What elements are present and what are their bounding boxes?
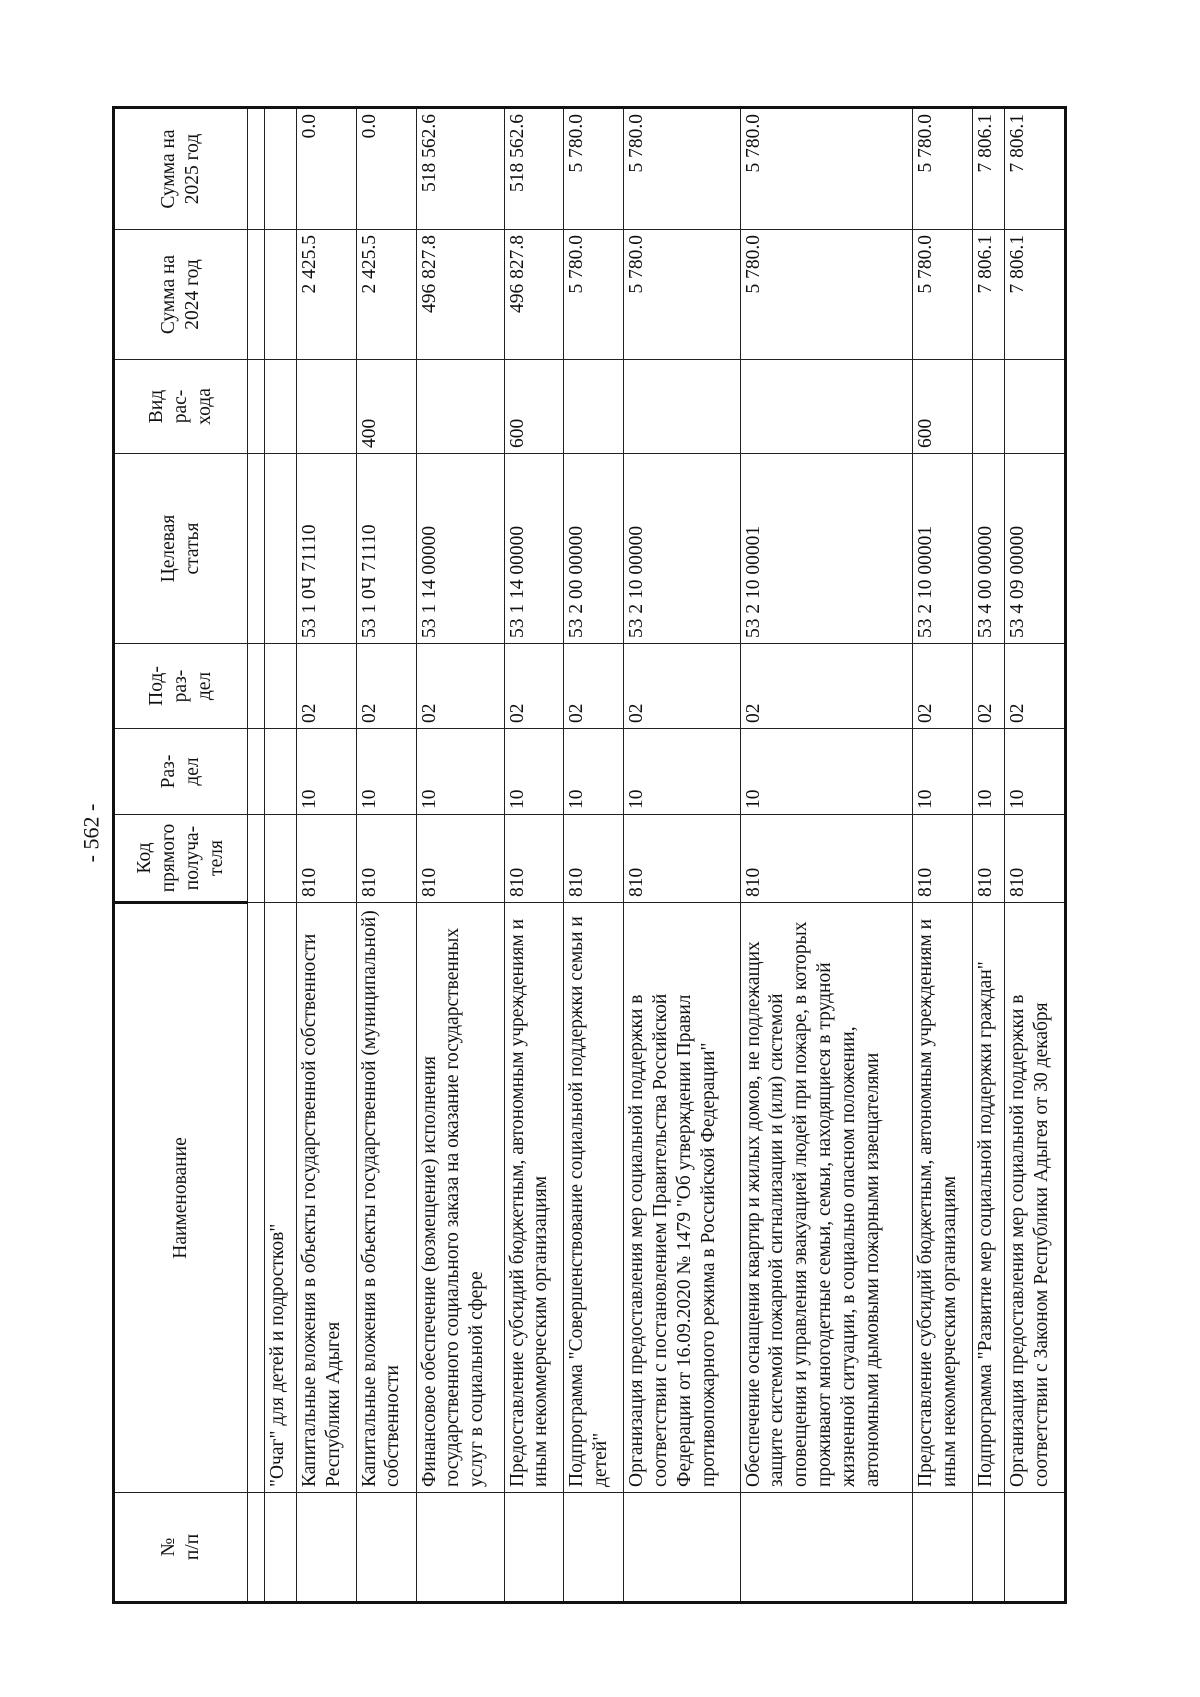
row-name: "Очаг" для детей и подростков" xyxy=(265,903,297,1493)
row-sum-2025 xyxy=(265,108,297,230)
row-name: Финансовое обеспечение (возмещение) исполнения государственного социального заказа на оказание государственных услуг в социальной сфере xyxy=(416,903,504,1493)
row-target-article: 53 1 14 00000 xyxy=(416,454,504,644)
budget-table xyxy=(112,106,1067,1604)
row-section: 10 xyxy=(564,729,624,815)
row-sum-2024: 5 780.0 xyxy=(740,230,913,360)
row-name: Капитальные вложения в объекты государственной собственности Республики Адыгея xyxy=(296,903,356,1493)
row-recipient-code xyxy=(265,815,297,903)
header-subsection: Под- раз- дел xyxy=(114,644,248,729)
row-subsection: 02 xyxy=(504,644,564,729)
table-row xyxy=(624,108,740,1603)
rotated-table-wrapper xyxy=(112,109,1067,1604)
row-expense-type: 600 xyxy=(504,360,564,454)
row-expense-type xyxy=(564,360,624,454)
row-target-article: 53 1 0Ч 71110 xyxy=(296,454,356,644)
row-num xyxy=(296,1493,356,1603)
row-num xyxy=(1004,1493,1065,1603)
row-name: Организация предоставления мер социальной поддержки в соответствии с постановлением Правительства Российской Федерации от 16.09.2020 № 1479 "Об утверждении Правил противопожарного режима в Российской Федерации" xyxy=(624,903,740,1493)
row-recipient-code: 810 xyxy=(416,815,504,903)
header-expense: Вид рас- хода xyxy=(114,360,248,454)
row-sum-2024: 496 827.8 xyxy=(504,230,564,360)
row-target-article: 53 4 00 00000 xyxy=(973,454,1005,644)
row-recipient-code: 810 xyxy=(356,815,416,903)
row-expense-type xyxy=(265,360,297,454)
table-row xyxy=(504,108,564,1603)
row-subsection: 02 xyxy=(296,644,356,729)
header-recipient: Код прямого получа- теля xyxy=(114,815,248,903)
row-section xyxy=(265,729,297,815)
header-name: Наименование xyxy=(114,903,248,1493)
row-sum-2024: 7 806.1 xyxy=(973,230,1005,360)
row-sum-2024: 2 425.5 xyxy=(356,230,416,360)
row-section: 10 xyxy=(504,729,564,815)
row-num xyxy=(624,1493,740,1603)
table-body xyxy=(265,108,1066,1603)
row-recipient-code: 810 xyxy=(913,815,973,903)
row-num xyxy=(740,1493,913,1603)
row-sum-2024: 7 806.1 xyxy=(1004,230,1065,360)
row-subsection: 02 xyxy=(740,644,913,729)
table-row xyxy=(564,108,624,1603)
row-name: Предоставление субсидий бюджетным, автономным учреждениям и иным некоммерческим организациям xyxy=(913,903,973,1493)
row-sum-2024: 496 827.8 xyxy=(416,230,504,360)
row-sum-2024: 2 425.5 xyxy=(296,230,356,360)
table-header-row xyxy=(114,108,248,1603)
row-recipient-code: 810 xyxy=(973,815,1005,903)
row-subsection: 02 xyxy=(564,644,624,729)
table-row xyxy=(265,108,297,1603)
row-name: Подпрограмма "Развитие мер социальной поддержки граждан" xyxy=(973,903,1005,1493)
row-recipient-code: 810 xyxy=(564,815,624,903)
row-sum-2025: 5 780.0 xyxy=(913,108,973,230)
row-section: 10 xyxy=(1004,729,1065,815)
row-section: 10 xyxy=(624,729,740,815)
row-sum-2024: 5 780.0 xyxy=(564,230,624,360)
row-target-article: 53 2 10 00001 xyxy=(740,454,913,644)
table-row xyxy=(356,108,416,1603)
row-sum-2024: 5 780.0 xyxy=(624,230,740,360)
row-expense-type: 400 xyxy=(356,360,416,454)
row-expense-type: 600 xyxy=(913,360,973,454)
row-subsection: 02 xyxy=(973,644,1005,729)
row-num xyxy=(416,1493,504,1603)
table-row xyxy=(1004,108,1065,1603)
row-subsection: 02 xyxy=(1004,644,1065,729)
table-row xyxy=(973,108,1005,1603)
row-section: 10 xyxy=(296,729,356,815)
row-sum-2025: 0.0 xyxy=(296,108,356,230)
row-section: 10 xyxy=(416,729,504,815)
row-num xyxy=(973,1493,1005,1603)
row-expense-type xyxy=(740,360,913,454)
row-subsection: 02 xyxy=(416,644,504,729)
header-spacer-row xyxy=(248,108,265,1603)
row-sum-2025: 7 806.1 xyxy=(1004,108,1065,230)
row-num xyxy=(356,1493,416,1603)
row-name: Организация предоставления мер социальной поддержки в соответствии с Законом Республики Адыгея от 30 декабря xyxy=(1004,903,1065,1493)
row-target-article xyxy=(265,454,297,644)
row-target-article: 53 1 0Ч 71110 xyxy=(356,454,416,644)
row-expense-type xyxy=(624,360,740,454)
row-subsection xyxy=(265,644,297,729)
row-sum-2025: 5 780.0 xyxy=(740,108,913,230)
row-recipient-code: 810 xyxy=(1004,815,1065,903)
table-row xyxy=(913,108,973,1603)
row-subsection: 02 xyxy=(624,644,740,729)
row-sum-2025: 7 806.1 xyxy=(973,108,1005,230)
header-sum2025: Сумма на 2025 год xyxy=(114,108,248,230)
row-expense-type xyxy=(416,360,504,454)
table-row xyxy=(740,108,913,1603)
row-target-article: 53 2 10 00000 xyxy=(624,454,740,644)
row-target-article: 53 2 10 00001 xyxy=(913,454,973,644)
row-num xyxy=(504,1493,564,1603)
row-target-article: 53 2 00 00000 xyxy=(564,454,624,644)
table-row xyxy=(416,108,504,1603)
row-subsection: 02 xyxy=(913,644,973,729)
header-sum2024: Сумма на 2024 год xyxy=(114,230,248,360)
row-num xyxy=(564,1493,624,1603)
row-target-article: 53 4 09 00000 xyxy=(1004,454,1065,644)
row-sum-2025: 518 562.6 xyxy=(504,108,564,230)
row-sum-2024: 5 780.0 xyxy=(913,230,973,360)
header-num: № п/п xyxy=(114,1493,248,1603)
row-sum-2024 xyxy=(265,230,297,360)
row-name: Предоставление субсидий бюджетным, автономным учреждениям и иным некоммерческим организациям xyxy=(504,903,564,1493)
row-expense-type xyxy=(973,360,1005,454)
row-section: 10 xyxy=(356,729,416,815)
row-recipient-code: 810 xyxy=(504,815,564,903)
row-name: Капитальные вложения в объекты государственной (муниципальной) собственности xyxy=(356,903,416,1493)
header-section: Раз- дел xyxy=(114,729,248,815)
row-recipient-code: 810 xyxy=(296,815,356,903)
row-section: 10 xyxy=(740,729,913,815)
row-num xyxy=(265,1493,297,1603)
row-sum-2025: 518 562.6 xyxy=(416,108,504,230)
row-num xyxy=(913,1493,973,1603)
row-name: Подпрограмма "Совершенствование социальной поддержки семьи и детей" xyxy=(564,903,624,1493)
header-target: Целевая статья xyxy=(114,454,248,644)
row-recipient-code: 810 xyxy=(624,815,740,903)
row-sum-2025: 5 780.0 xyxy=(564,108,624,230)
row-target-article: 53 1 14 00000 xyxy=(504,454,564,644)
row-recipient-code: 810 xyxy=(740,815,913,903)
row-expense-type xyxy=(296,360,356,454)
row-section: 10 xyxy=(973,729,1005,815)
row-sum-2025: 5 780.0 xyxy=(624,108,740,230)
table-row xyxy=(296,108,356,1603)
page-number: - 562 - xyxy=(78,803,104,863)
row-subsection: 02 xyxy=(356,644,416,729)
row-sum-2025: 0.0 xyxy=(356,108,416,230)
row-section: 10 xyxy=(913,729,973,815)
row-name: Обеспечение оснащения квартир и жилых домов, не подлежащих защите системой пожарной сигнализации и (или) системой оповещения и управления эвакуацией людей при пожаре, в которых проживают многодетные семьи, семьи, находящиеся в трудной жизненной ситуации, в социально опасном положении, автономными дымовыми пожарными извещателями xyxy=(740,903,913,1493)
row-expense-type xyxy=(1004,360,1065,454)
